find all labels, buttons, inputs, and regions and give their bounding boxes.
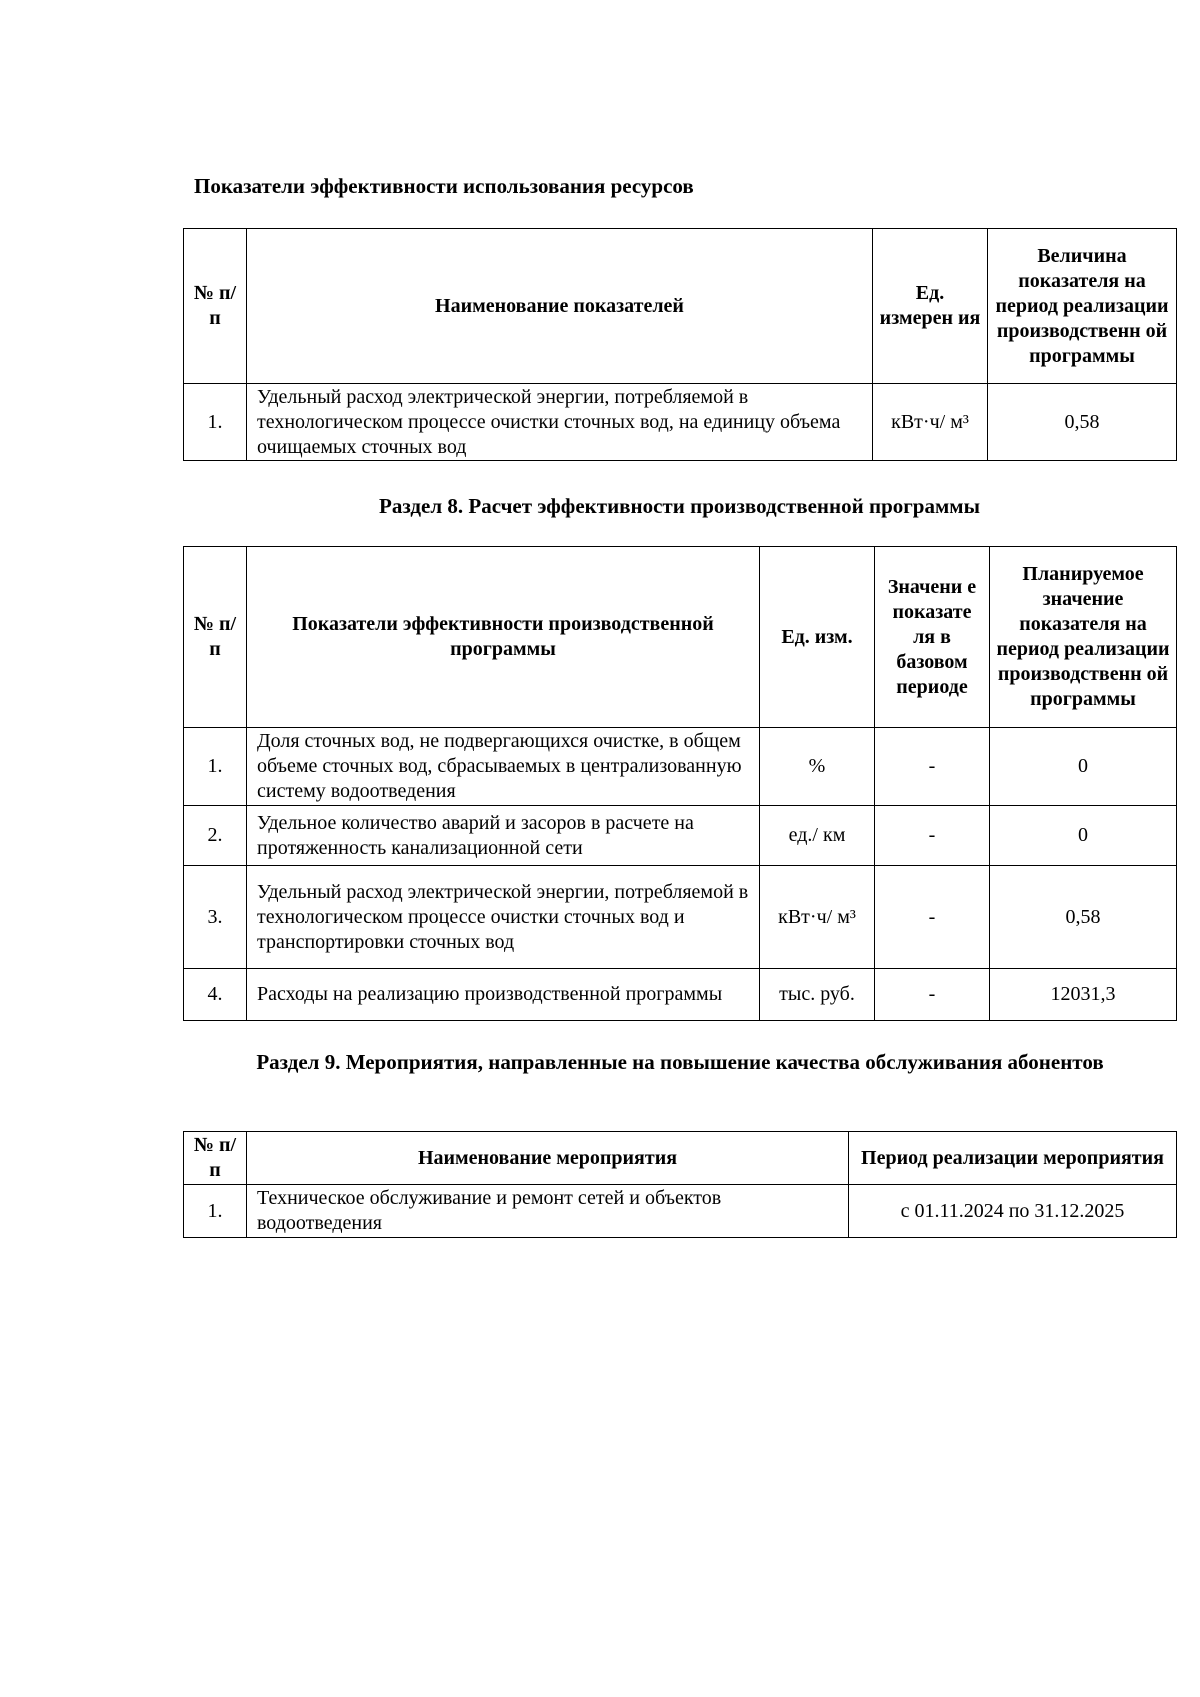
row-num: 1. xyxy=(184,728,247,806)
row-period: с 01.11.2024 по 31.12.2025 xyxy=(849,1185,1177,1238)
table-header-row xyxy=(184,547,1177,728)
header-num: № п/п xyxy=(184,1132,247,1185)
header-base: Значени е показате ля в базовом периоде xyxy=(875,547,990,728)
row-unit: кВт·ч/ м³ xyxy=(873,384,988,461)
section-8-table xyxy=(183,546,1177,1021)
table-row xyxy=(184,728,1177,806)
row-unit: тыс. руб. xyxy=(760,969,875,1021)
row-base: - xyxy=(875,969,990,1021)
header-name: Наименование мероприятия xyxy=(247,1132,849,1185)
table-row xyxy=(184,1185,1177,1238)
row-name: Техническое обслуживание и ремонт сетей и объектов водоотведения xyxy=(247,1185,849,1238)
header-unit: Ед. изм. xyxy=(760,547,875,728)
table-row xyxy=(184,384,1177,461)
section-9-title: Раздел 9. Мероприятия, направленные на повышение качества обслуживания абонентов xyxy=(256,1050,1104,1074)
row-planned: 0,58 xyxy=(990,866,1177,969)
row-base: - xyxy=(875,806,990,866)
header-period: Период реализации мероприятия xyxy=(849,1132,1177,1185)
row-base: - xyxy=(875,728,990,806)
resources-table xyxy=(183,228,1177,461)
row-unit: ед./ км xyxy=(760,806,875,866)
row-name: Расходы на реализацию производственной программы xyxy=(247,969,760,1021)
table-row xyxy=(184,866,1177,969)
row-planned: 12031,3 xyxy=(990,969,1177,1021)
header-name: Наименование показателей xyxy=(247,229,873,384)
row-unit: кВт·ч/ м³ xyxy=(760,866,875,969)
row-num: 1. xyxy=(184,1185,247,1238)
row-name: Доля сточных вод, не подвергающихся очистке, в общем объеме сточных вод, сбрасываемых в централизованную систему водоотведения xyxy=(247,728,760,806)
row-base: - xyxy=(875,866,990,969)
section-9-table xyxy=(183,1131,1177,1238)
row-num: 4. xyxy=(184,969,247,1021)
table-header-row xyxy=(184,229,1177,384)
row-name: Удельное количество аварий и засоров в расчете на протяженность канализационной сети xyxy=(247,806,760,866)
row-unit: % xyxy=(760,728,875,806)
header-num: № п/п xyxy=(184,229,247,384)
row-name: Удельный расход электрической энергии, потребляемой в технологическом процессе очистки сточных вод, на единицу объема очищаемых сточных вод xyxy=(247,384,873,461)
row-value: 0,58 xyxy=(988,384,1177,461)
header-num: № п/п xyxy=(184,547,247,728)
row-num: 1. xyxy=(184,384,247,461)
table-row xyxy=(184,806,1177,866)
row-planned: 0 xyxy=(990,806,1177,866)
resources-title: Показатели эффективности использования ресурсов xyxy=(194,174,694,198)
header-unit: Ед. измерен ия xyxy=(873,229,988,384)
row-planned: 0 xyxy=(990,728,1177,806)
section-8-title: Раздел 8. Расчет эффективности производственной программы xyxy=(379,494,980,518)
row-num: 2. xyxy=(184,806,247,866)
row-num: 3. xyxy=(184,866,247,969)
header-name: Показатели эффективности производственной программы xyxy=(247,547,760,728)
header-value: Величина показателя на период реализации производственн ой программы xyxy=(988,229,1177,384)
header-planned: Планируемое значение показателя на период реализации производственн ой программы xyxy=(990,547,1177,728)
table-row xyxy=(184,969,1177,1021)
row-name: Удельный расход электрической энергии, потребляемой в технологическом процессе очистки сточных вод и транспортировки сточных вод xyxy=(247,866,760,969)
table-header-row xyxy=(184,1132,1177,1185)
